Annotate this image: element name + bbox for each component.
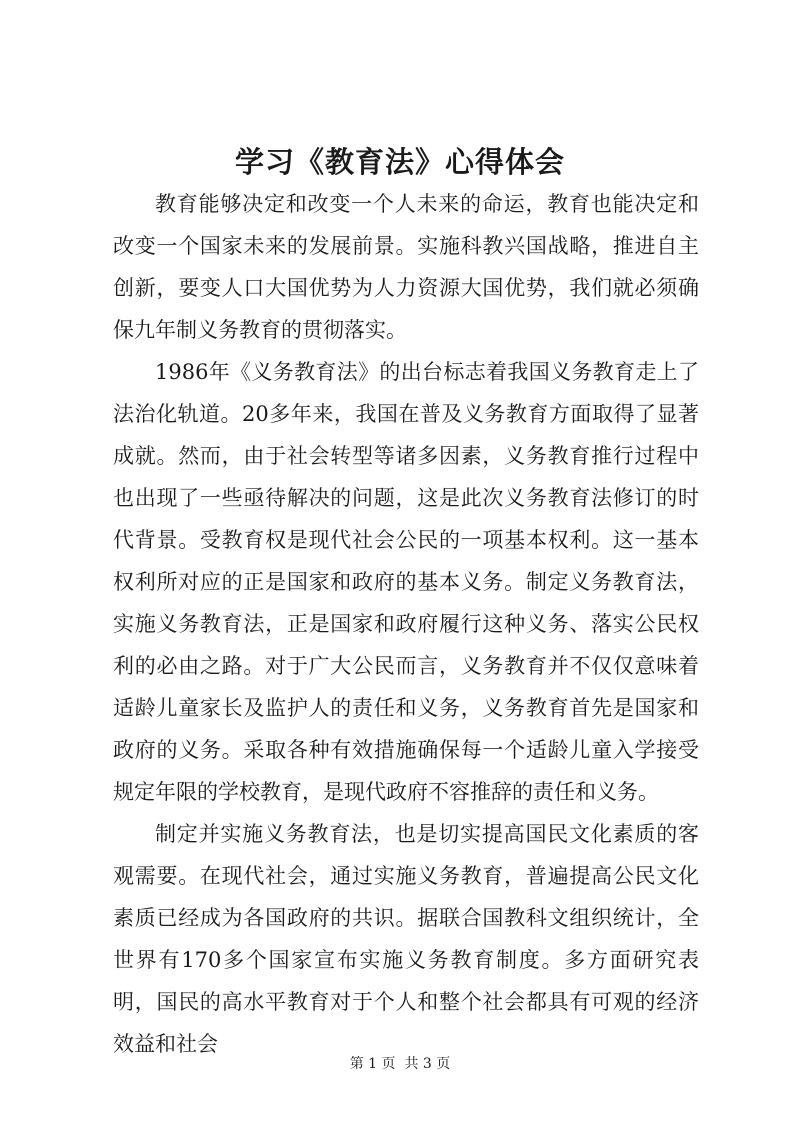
page-footer: 第 1 页 共 3 页 (349, 1056, 451, 1072)
paragraph-3: 制定并实施义务教育法，也是切实提高国民文化素质的客观需要。在现代社会，通过实施义务教育，普遍提高公民文化素质已经成为各国政府的共识。据联合国教科文组织统计，全世界有170多个国家宣布实施义务教育制度。多方面研究表明，国民的高水平教育对于个人和整个社会都具有可观的经济效益和社会 (113, 822, 699, 1056)
paragraph-1: 教育能够决定和改变一个人未来的命运，教育也能决定和改变一个国家未来的发展前景。实施科教兴国战略，推进自主创新，要变人口大国优势为人力资源大国优势，我们就必须确保九年制义务教育的贯彻落实。 (113, 192, 699, 342)
document-title: 学习《教育法》心得体会 (234, 145, 565, 179)
paragraph-2: 1986年《义务教育法》的出台标志着我国义务教育走上了法治化轨道。20多年来，我国在普及义务教育方面取得了显著成就。然而，由于社会转型等诸多因素，义务教育推行过程中也出现了一些亟待解决的问题，这是此次义务教育法修订的时代背景。受教育权是现代社会公民的一项基本权利。这一基本权利所对应的正是国家和政府的基本义务。制定义务教育法，实施义务教育法，正是国家和政府履行这种义务、落实公民权利的必由之路。对于广大公民而言，义务教育并不仅仅意味着适龄儿童家长及监护人的责任和义务，义务教育首先是国家和政府的义务。采取各种有效措施确保每一个适龄儿童入学接受规定年限的学校教育，是现代政府不容推辞的责任和义务。 (113, 360, 699, 804)
document-body (113, 183, 699, 1065)
